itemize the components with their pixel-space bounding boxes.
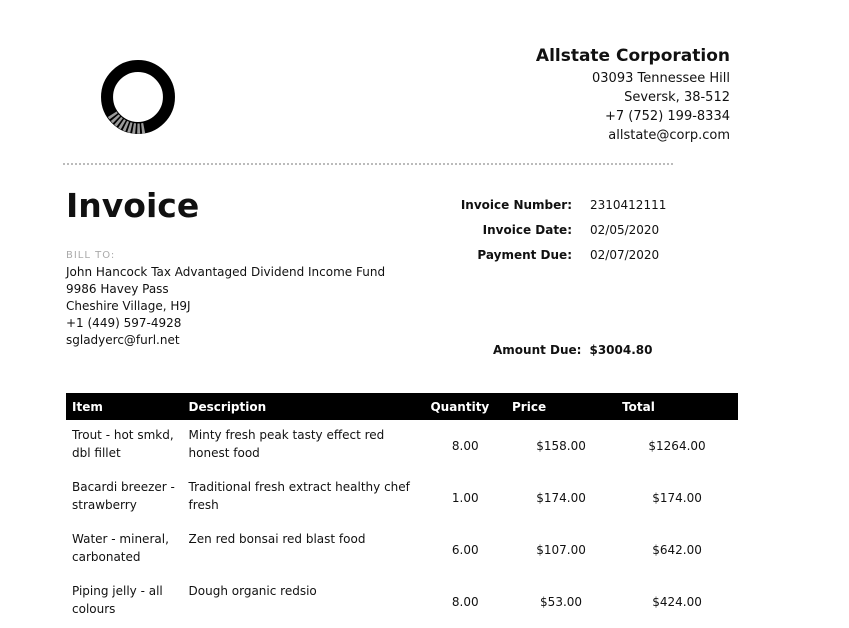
- company-email: allstate@corp.com: [608, 128, 730, 143]
- company-info: [536, 45, 730, 145]
- amount-due: [493, 343, 653, 357]
- header-quantity: Quantity: [424, 393, 506, 420]
- payment-due-row: [440, 242, 666, 267]
- cell-item: Piping jelly - all colours: [72, 584, 163, 616]
- cell-price: $107.00: [536, 543, 586, 557]
- cell-price: $53.00: [540, 595, 583, 609]
- company-name: Allstate Corporation: [535, 46, 730, 66]
- bill-to-email: sgladyerc@furl.net: [66, 333, 180, 347]
- cell-quantity: 6.00: [451, 543, 479, 557]
- bill-to-block: [66, 247, 385, 349]
- amount-due-value: $3004.80: [589, 343, 653, 357]
- cell-total: $642.00: [652, 543, 702, 557]
- table-row: [66, 524, 738, 576]
- cell-total: $1264.00: [648, 439, 706, 453]
- header-price: Price: [506, 393, 616, 420]
- invoice-meta: [440, 192, 666, 267]
- invoice-number-value: 2310412111: [590, 197, 667, 212]
- items-table: [66, 393, 738, 628]
- company-logo: [95, 54, 181, 140]
- table-row: [66, 420, 738, 472]
- cell-total: $174.00: [652, 491, 702, 505]
- invoice-date-value: 02/05/2020: [590, 222, 660, 237]
- cell-description: Minty fresh peak tasty effect red honest food: [188, 428, 385, 460]
- bill-to-name: John Hancock Tax Advantaged Dividend Income Fund: [66, 265, 386, 279]
- company-phone: +7 (752) 199-8334: [605, 109, 730, 124]
- cell-description: Zen red bonsai red blast food: [188, 532, 366, 546]
- payment-due-value: 02/07/2020: [590, 247, 660, 262]
- cell-description: Traditional fresh extract healthy chef fresh: [188, 480, 410, 512]
- header-total: Total: [616, 393, 738, 420]
- cell-quantity: 1.00: [451, 491, 479, 505]
- cell-quantity: 8.00: [451, 439, 479, 453]
- invoice-number-label: Invoice Number:: [460, 197, 572, 212]
- invoice-number-row: [440, 192, 666, 217]
- cell-quantity: 8.00: [451, 595, 479, 609]
- table-row: [66, 472, 738, 524]
- header-description: Description: [183, 393, 425, 420]
- cell-price: $174.00: [536, 491, 586, 505]
- company-street: 03093 Tennessee Hill: [592, 71, 730, 86]
- bill-to-city: Cheshire Village, H9J: [66, 299, 191, 313]
- amount-due-label: Amount Due:: [493, 343, 582, 357]
- payment-due-label: Payment Due:: [477, 247, 572, 262]
- cell-description: Dough organic redsio: [188, 584, 317, 598]
- invoice-date-row: [440, 217, 666, 242]
- bill-to-phone: +1 (449) 597-4928: [66, 316, 182, 330]
- cell-item: Bacardi breezer - strawberry: [72, 480, 175, 512]
- header-divider: [63, 163, 673, 165]
- header-item: Item: [66, 393, 183, 420]
- cell-total: $424.00: [652, 595, 702, 609]
- cell-item: Water - mineral, carbonated: [72, 532, 169, 564]
- invoice-date-label: Invoice Date:: [482, 222, 572, 237]
- document-title: Invoice: [66, 186, 200, 225]
- table-row: [66, 576, 738, 628]
- cell-item: Trout - hot smkd, dbl fillet: [72, 428, 174, 460]
- bill-to-label: BILL TO:: [66, 250, 116, 261]
- cell-price: $158.00: [536, 439, 586, 453]
- bill-to-street: 9986 Havey Pass: [66, 282, 169, 296]
- table-header-row: [66, 393, 738, 420]
- company-city: Seversk, 38-512: [624, 90, 730, 105]
